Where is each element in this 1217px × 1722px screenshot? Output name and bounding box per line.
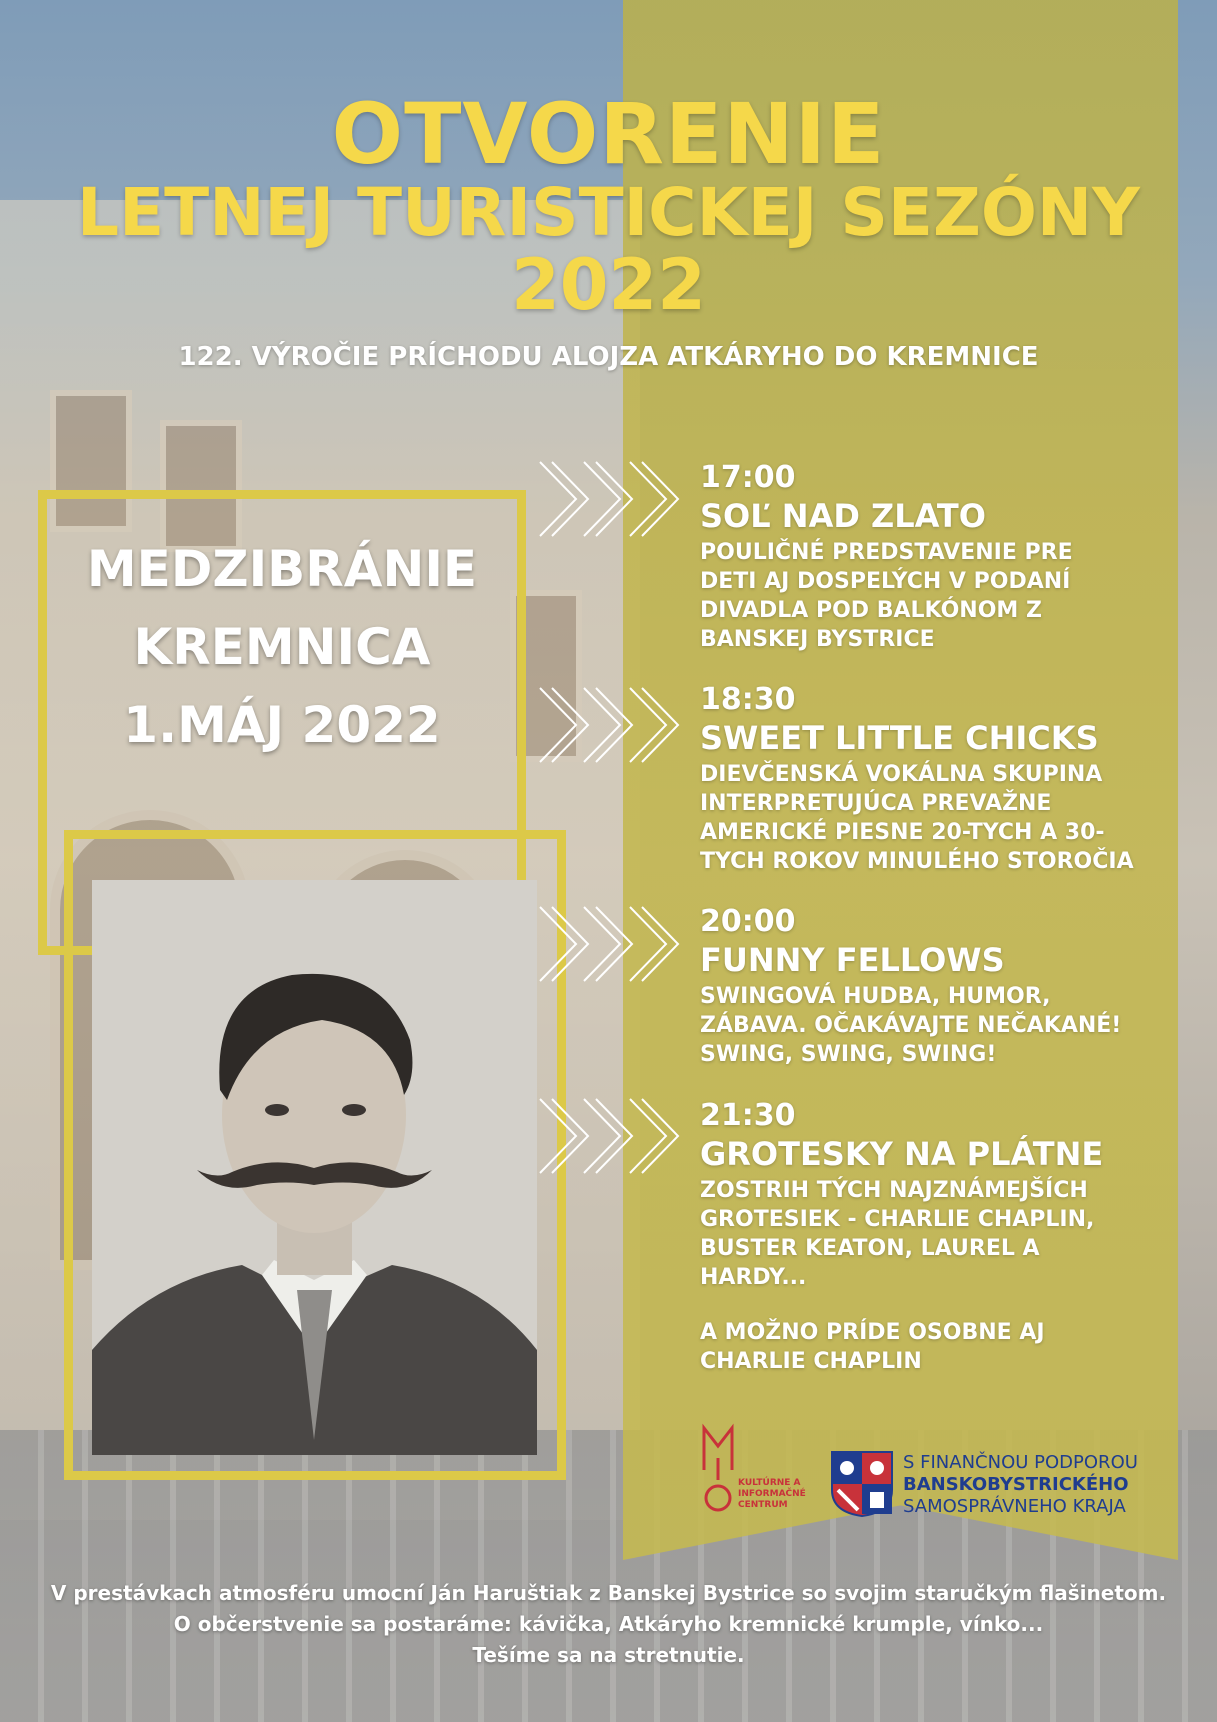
- event-description: [700, 1176, 1170, 1292]
- extra-note: [700, 1318, 1170, 1376]
- extra-note-line: CHARLIE CHAPLIN: [700, 1349, 922, 1374]
- event-desc-line: TYCH ROKOV MINULÉHO STOROČIA: [700, 849, 1134, 874]
- event-desc-line: DETI AJ DOSPELÝCH V PODANÍ: [700, 569, 1071, 594]
- subtitle: 122. VÝROČIE PRÍCHODU ALOJZA ATKÁRYHO DO KREMNICE: [178, 342, 1039, 372]
- event-desc-line: BUSTER KEATON, LAUREL A: [700, 1236, 1040, 1261]
- title-line-3: 2022: [511, 244, 706, 326]
- event-desc-line: ZOSTRIH TÝCH NAJZNÁMEJŠÍCH: [700, 1178, 1088, 1203]
- bbsk-sponsor-text: [903, 1452, 1173, 1518]
- event-desc-line: AMERICKÉ PIESNE 20-TYCH A 30-: [700, 820, 1105, 845]
- chevron-arrows-icon: [538, 460, 683, 538]
- event-desc-line: DIVADLA POD BALKÓNOM Z: [700, 598, 1042, 623]
- bbsk-crest-icon: [830, 1450, 894, 1518]
- kic-text-line: CENTRUM: [738, 1500, 788, 1510]
- chevron-arrows-icon: [538, 1097, 683, 1175]
- event-desc-line: DIEVČENSKÁ VOKÁLNA SKUPINA: [700, 762, 1103, 787]
- footer-text: [0, 1578, 1217, 1671]
- event-item: [700, 904, 1170, 1069]
- event-description: [700, 982, 1170, 1069]
- event-desc-line: GROTESIEK - CHARLIE CHAPLIN,: [700, 1207, 1095, 1232]
- footer-line: O občerstvenie sa postaráme: kávička, Atkáryho kremnické krumple, vínko...: [173, 1612, 1044, 1636]
- event-time: 20:00: [700, 904, 796, 939]
- chevron-arrows-icon: [538, 686, 683, 764]
- kic-logo-text: [738, 1478, 828, 1511]
- event-name: GROTESKY NA PLÁTNE: [700, 1135, 1104, 1173]
- extra-note-line: A MOŽNO PRÍDE OSOBNE AJ: [700, 1320, 1045, 1345]
- event-desc-line: POULIČNÉ PREDSTAVENIE PRE: [700, 540, 1073, 565]
- event-item: [700, 460, 1170, 654]
- bbsk-line: SAMOSPRÁVNEHO KRAJA: [903, 1496, 1126, 1517]
- chevron-arrows-icon: [538, 905, 683, 983]
- event-name: SOĽ NAD ZLATO: [700, 497, 986, 535]
- title-line-2: LETNEJ TURISTICKEJ SEZÓNY: [77, 174, 1140, 251]
- kic-text-line: INFORMAČNÉ: [738, 1489, 806, 1499]
- event-desc-line: BANSKEJ BYSTRICE: [700, 627, 935, 652]
- event-time: 21:30: [700, 1098, 796, 1133]
- bbsk-line: BANSKOBYSTRICKÉHO: [903, 1474, 1129, 1495]
- kic-text-line: KULTÚRNE A: [738, 1478, 801, 1488]
- event-desc-line: HARDY...: [700, 1265, 807, 1290]
- event-description: [700, 538, 1170, 654]
- event-item: [700, 1098, 1170, 1292]
- title-line-1: OTVORENIE: [331, 85, 886, 183]
- event-description: [700, 760, 1170, 876]
- event-name: FUNNY FELLOWS: [700, 941, 1005, 979]
- venue-town: KREMNICA: [133, 618, 431, 676]
- footer-line: Tešíme sa na stretnutie.: [472, 1643, 745, 1667]
- portrait-frame: [64, 830, 566, 1480]
- venue-block: [38, 530, 526, 764]
- venue-name: MEDZIBRÁNIE: [86, 540, 478, 598]
- event-desc-line: SWINGOVÁ HUDBA, HUMOR,: [700, 984, 1051, 1009]
- event-item: [700, 682, 1170, 876]
- event-desc-line: INTERPRETUJÚCA PREVAŽNE: [700, 791, 1052, 816]
- venue-date: 1.MÁJ 2022: [123, 696, 441, 754]
- event-desc-line: ZÁBAVA. OČAKÁVAJTE NEČAKANÉ!: [700, 1013, 1122, 1038]
- footer-line: V prestávkach atmosféru umocní Ján Haruštiak z Banskej Bystrice so svojim staručkým flašinetom.: [50, 1581, 1167, 1605]
- bbsk-line: S FINANČNOU PODPOROU: [903, 1452, 1138, 1473]
- event-desc-line: SWING, SWING, SWING!: [700, 1042, 997, 1067]
- event-time: 17:00: [700, 460, 796, 495]
- event-time: 18:30: [700, 682, 796, 717]
- event-name: SWEET LITTLE CHICKS: [700, 719, 1099, 757]
